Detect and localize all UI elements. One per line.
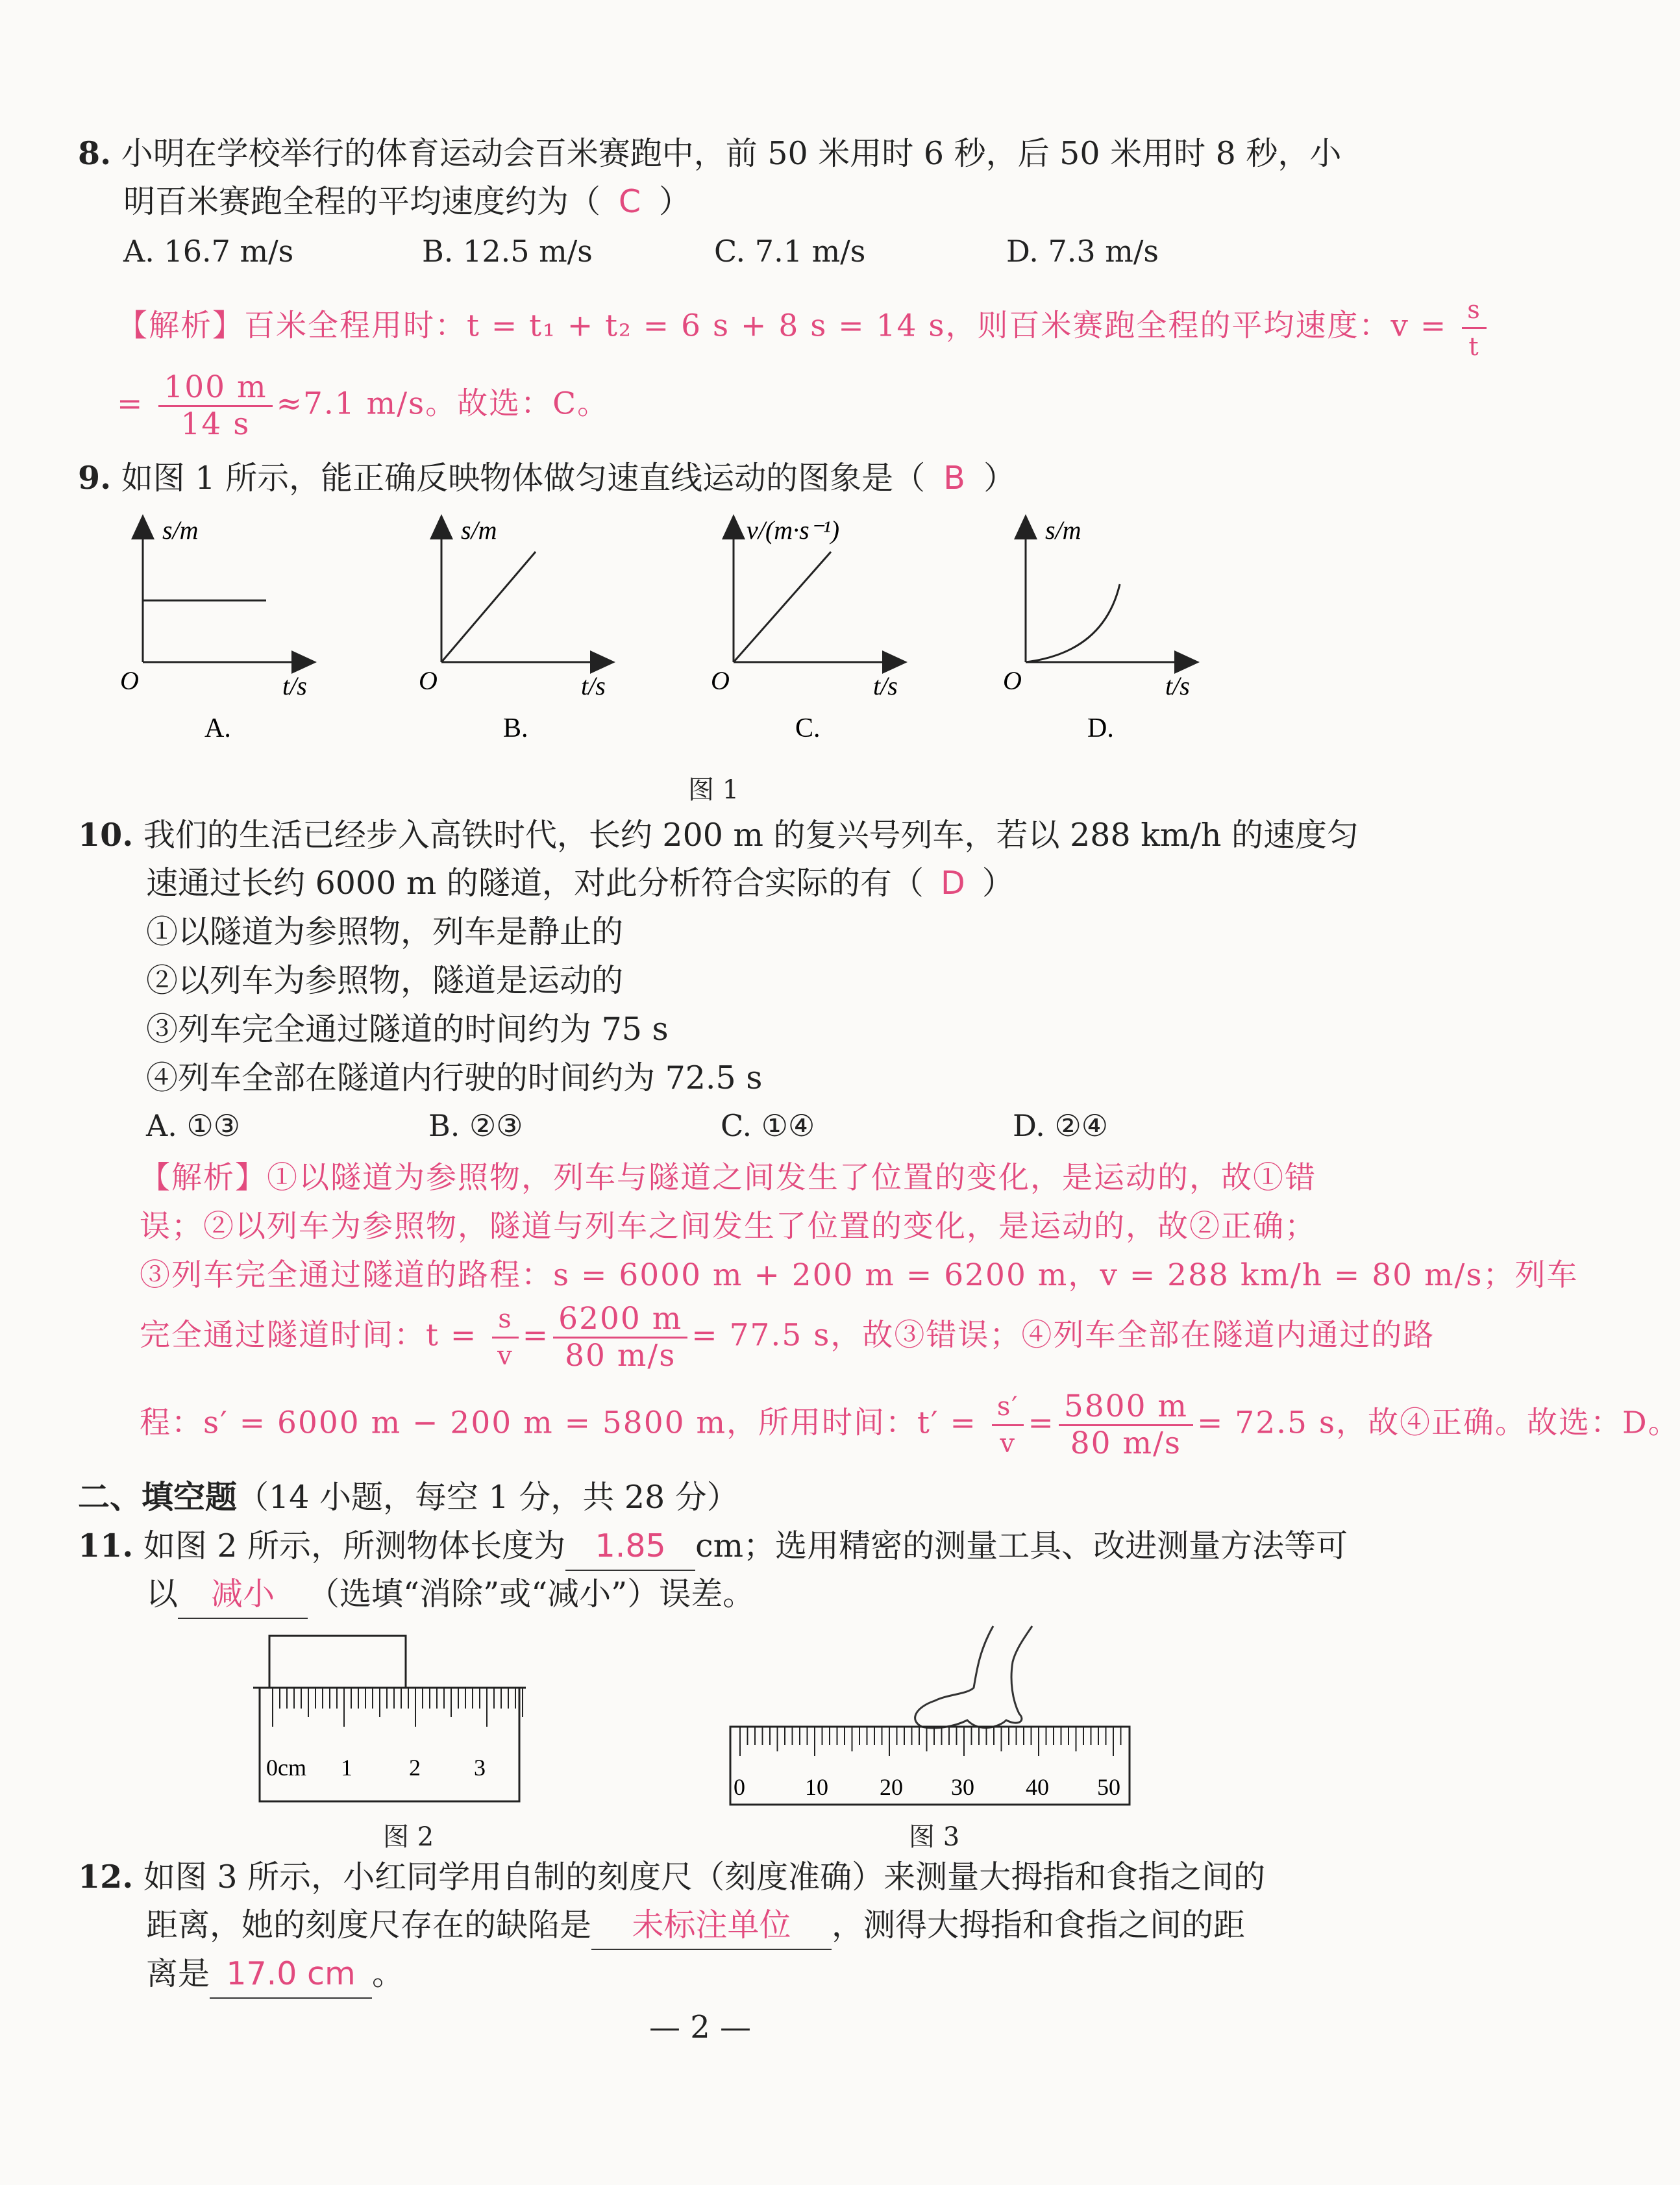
q12-line2: 距离，她的刻度尺存在的缺陷是 未标注单位 ，测得大拇指和食指之间的距 [146, 1902, 1245, 1950]
q10-option-b: B. ②③ [428, 1108, 523, 1143]
graph-b-caption: B. [503, 713, 528, 743]
q8-number: 8 [78, 134, 101, 172]
fig2-label-1: 1 [341, 1755, 352, 1781]
graph-b [419, 515, 606, 743]
q10-solution-line3: ③列车完全通过隧道的路程：s = 6000 m + 200 m = 6200 m，v = 288 km/h = 80 m/s；列车 [140, 1257, 1579, 1293]
graph-c-xlabel: t/s [873, 671, 898, 700]
graph-a-ylabel: s/m [162, 515, 199, 545]
figure1-graphs [117, 513, 1350, 743]
graph-c-line [734, 552, 831, 662]
q8-line1: 8. 小明在学校举行的体育运动会百米赛跑中，前 50 米用时 6 秒，后 50 米用时 8 秒，小 [78, 134, 1342, 172]
q10-sol-frac2: $\frac{6200 m}{80 m/s}$ [553, 1302, 687, 1374]
graph-b-origin: O [419, 666, 438, 695]
q10-solution-line1: 【解析】①以隧道为参照物，列车与隧道之间发生了位置的变化，是运动的，故①错 [140, 1160, 1316, 1196]
q12-line3: 离是 17.0 cm 。 [146, 1951, 404, 1999]
graph-a-caption: A. [204, 713, 231, 743]
page-number: — 2 — [649, 2009, 752, 2045]
q10-line1: 10. 我们的生活已经步入高铁时代，长约 200 m 的复兴号列车，若以 288 km/h 的速度匀 [78, 816, 1359, 854]
figure3-ruler [721, 1623, 1149, 1818]
fig2-label-3: 3 [474, 1755, 486, 1781]
figure1-caption: 图 1 [688, 775, 739, 805]
q10-solution-line2: 误；②以列车为参照物，隧道与列车之间发生了位置的变化，是运动的，故②正确； [140, 1209, 1316, 1244]
q10-answer: D [941, 865, 965, 902]
q12-number: 12 [78, 1858, 123, 1895]
graph-c [711, 515, 898, 743]
q9-stem: 9. 如图 1 所示，能正确反映物体做匀速直线运动的图象是（ B ） [78, 454, 1015, 502]
graph-c-caption: C. [795, 713, 821, 743]
q8-stem: 小明在学校举行的体育运动会百米赛跑中，前 50 米用时 6 秒，后 50 米用时 8 秒，小 [121, 135, 1342, 172]
graph-a-xlabel: t/s [282, 671, 307, 700]
q10-solution-tag: 【解析】 [140, 1160, 267, 1196]
graph-c-origin: O [711, 666, 730, 695]
figure3-caption: 图 3 [909, 1822, 960, 1852]
q10-option-d: D. ②④ [1013, 1108, 1108, 1143]
q12-blank1: 未标注单位 [591, 1902, 832, 1950]
q12-blank2: 17.0 cm [210, 1951, 372, 1999]
graph-d-curve [1026, 584, 1120, 662]
graph-d-origin: O [1003, 666, 1022, 695]
graph-d-ylabel: s/m [1045, 515, 1081, 545]
q11-blank1: 1.85 [565, 1523, 695, 1571]
q8-option-a: A. 16.7 m/s [123, 234, 294, 269]
graph-b-ylabel: s/m [461, 515, 497, 545]
q8-sol-frac2: $\frac{100 m}{14 s}$ [158, 370, 272, 442]
q8-answer: C [618, 183, 641, 220]
q9-answer: B [943, 460, 965, 497]
q12-line1: 12. 如图 3 所示，小红同学用自制的刻度尺（刻度准确）来测量大拇指和食指之间的 [78, 1858, 1266, 1895]
figure3-ticks [740, 1727, 1121, 1756]
fig2-label-0: 0cm [266, 1755, 306, 1781]
graph-b-xlabel: t/s [581, 671, 606, 700]
q10-statement-3: ③列车完全通过隧道的时间约为 75 s [146, 1011, 669, 1048]
q10-solution-line4: 完全通过隧道时间：t = $\frac{s}{v}$ = $\frac{6200 m}{80 m/s}$ = 77.5 s，故③错误；④列车全部在隧道内通过的路 [140, 1301, 1435, 1374]
q8-option-c: C. 7.1 m/s [714, 234, 866, 269]
section2-heading [78, 1472, 739, 1518]
graph-b-line [441, 552, 536, 662]
hand-icon [915, 1626, 1032, 1728]
q9-number: 9 [78, 459, 101, 497]
q10-solution-line5: 程：s′ = 6000 m − 200 m = 5800 m，所用时间：t′ = $\frac{s'}{v}$ = $\frac{5800 m}{80 m/s}$ = 72.5 s，故④正确。故选：D。 [140, 1389, 1680, 1461]
figure2-caption: 图 2 [383, 1822, 434, 1852]
graph-a [120, 515, 307, 743]
graph-d [1003, 515, 1190, 743]
measured-block [269, 1636, 406, 1688]
q10-line2: 速通过长约 6000 m 的隧道，对此分析符合实际的有（ D ） [146, 860, 1014, 907]
q10-sol-frac3: $\frac{s'}{v}$ [992, 1389, 1024, 1461]
q8-sol-frac1: $\frac{s}{t}$ [1462, 292, 1487, 364]
q10-number: 10 [78, 816, 123, 854]
q10-statement-4: ④列车全部在隧道内行驶的时间约为 72.5 s [146, 1059, 763, 1096]
q11-number: 11 [78, 1527, 123, 1564]
q10-sol-frac4: $\frac{5800 m}{80 m/s}$ [1059, 1389, 1193, 1461]
q10-option-c: C. ①④ [721, 1108, 815, 1143]
q11-line2: 以 减小 （选填“消除”或“减小”）误差。 [146, 1571, 754, 1619]
fig3-label-50: 50 [1097, 1774, 1120, 1800]
graph-c-ylabel: v/(m·s⁻¹) [747, 515, 840, 545]
figure2-ticks [273, 1688, 523, 1727]
section2-note: （14 小题，每空 1 分，共 28 分） [237, 1479, 739, 1516]
section2-title: 二、填空题 [78, 1478, 238, 1516]
fig3-label-40: 40 [1026, 1774, 1049, 1800]
q11-blank2: 减小 [178, 1571, 308, 1619]
fig3-label-10: 10 [805, 1774, 828, 1800]
q8-solution-line2: = $\frac{100 m}{14 s}$ ≈7.1 m/s。故选：C。 [117, 369, 610, 442]
q10-statement-1: ①以隧道为参照物，列车是静止的 [146, 913, 624, 950]
graph-a-origin: O [120, 666, 139, 695]
q8-solution-tag: 【解析】 [117, 308, 244, 344]
q8-option-d: D. 7.3 m/s [1006, 234, 1159, 269]
fig3-label-30: 30 [951, 1774, 974, 1800]
q11-line1: 11. 如图 2 所示，所测物体长度为 1.85 cm；选用精密的测量工具、改进测量方法等可 [78, 1522, 1348, 1571]
q10-option-a: A. ①③ [146, 1108, 240, 1143]
q8-option-b: B. 12.5 m/s [422, 234, 593, 269]
graph-d-caption: D. [1087, 713, 1114, 743]
q10-sol-frac1: $\frac{s}{v}$ [492, 1302, 519, 1374]
q8-solution-line1: 【解析】百米全程用时：t = t₁ + t₂ = 6 s + 8 s = 14 s，则百米赛跑全程的平均速度：v = $\frac{s}{t}$ [117, 292, 1490, 364]
q10-statement-2: ②以列车为参照物，隧道是运动的 [146, 962, 624, 999]
fig3-label-0: 0 [734, 1774, 745, 1800]
fig2-label-2: 2 [409, 1755, 421, 1781]
q8-line2: 明百米赛跑全程的平均速度约为（ C ） [123, 179, 691, 225]
fig3-label-20: 20 [880, 1774, 903, 1800]
graph-d-xlabel: t/s [1165, 671, 1190, 700]
